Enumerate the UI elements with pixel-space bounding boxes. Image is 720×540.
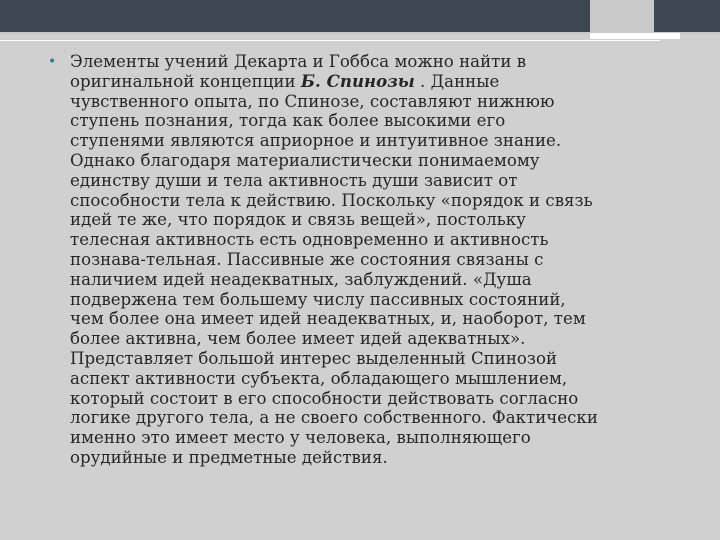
text-segment: . Данные <box>414 71 500 91</box>
emphasized-name: Б. Спинозы <box>300 70 415 91</box>
text-line: более активна, чем более имеет идей адекватных». <box>70 329 526 349</box>
text-line: который состоит в его способности действовать согласно <box>70 388 579 408</box>
text-line: познава-тельная. Пассивные же состояния связаны с <box>70 249 544 269</box>
top-decorative-bar <box>0 0 590 32</box>
slide-content <box>48 52 660 468</box>
text-line <box>70 72 660 92</box>
text-line: чем более она имеет идей неадекватных, и, наоборот, тем <box>70 309 586 329</box>
text-line: аспект активности субъекта, обладающего мышлением, <box>70 368 568 388</box>
text-line: единству души и тела активность души зависит от <box>70 170 518 190</box>
top-divider-line <box>0 40 660 41</box>
text-line: именно это имеет место у человека, выполняющего <box>70 428 531 448</box>
text-segment: оригинальной концепции <box>70 71 301 91</box>
text-line: ступенями являются априорное и интуитивное знание. <box>70 131 562 151</box>
text-line: телесная активность есть одновременно и активность <box>70 230 549 250</box>
text-line: Представляет большой интерес выделенный Спинозой <box>70 348 558 368</box>
bullet-item <box>48 52 660 468</box>
text-line: идей те же, что порядок и связь вещей», постольку <box>70 210 526 230</box>
top-accent-strip <box>590 33 680 39</box>
text-line: ступень познания, тогда как более высокими его <box>70 111 506 131</box>
bullet-marker: • <box>48 54 57 70</box>
text-line: логике другого тела, а не своего собственного. Фактически <box>70 408 598 428</box>
text-line: орудийные и предметные действия. <box>70 447 388 467</box>
text-line: Элементы учений Декарта и Гоббса можно найти в <box>70 52 527 71</box>
text-line: подвержена тем большему числу пассивных состояний, <box>70 289 566 309</box>
text-line: способности тела к действию. Поскольку «порядок и связь <box>70 190 593 210</box>
text-line: наличием идей неадекватных, заблуждений. «Душа <box>70 269 532 289</box>
text-line: чувственного опыта, по Спинозе, составляют нижнюю <box>70 91 555 111</box>
top-decorative-bar-right <box>654 0 720 32</box>
bullet-paragraph <box>70 52 660 468</box>
text-line: Однако благодаря материалистически понимаемому <box>70 150 540 170</box>
